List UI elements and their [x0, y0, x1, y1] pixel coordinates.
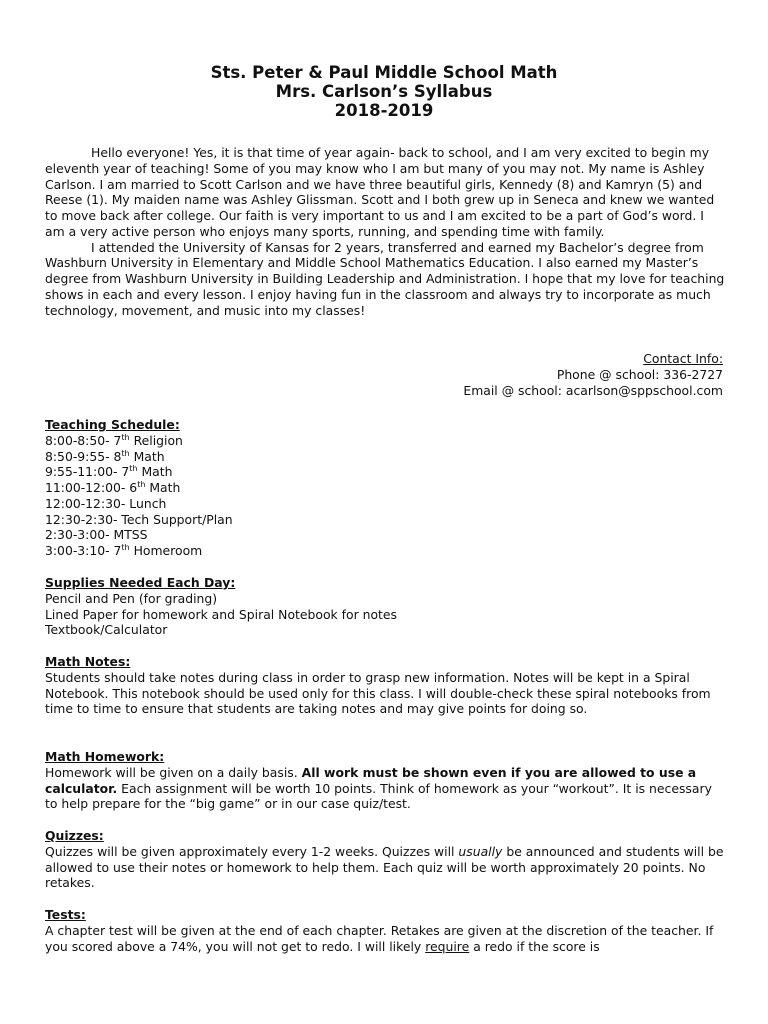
quizzes-heading: Quizzes: [45, 828, 104, 843]
contact-phone: Phone @ school: 336-2727 [556, 366, 723, 382]
quizzes-emphasis: usually [458, 843, 503, 859]
supply-item: Pencil and Pen (for grading) [45, 590, 218, 606]
intro-section [45, 145, 725, 318]
tests-heading: Tests: [45, 907, 86, 922]
homework-heading: Math Homework: [45, 749, 165, 764]
schedule-item: 8:00-8:50- 7th Religion [45, 432, 183, 448]
supplies-section [45, 575, 725, 638]
contact-info [463, 351, 723, 398]
tests-section [45, 907, 725, 954]
supply-item: Lined Paper for homework and Spiral Notebook for notes [45, 606, 397, 622]
math-notes-section [45, 654, 725, 717]
schedule-item: 12:30-2:30- Tech Support/Plan [45, 511, 233, 527]
schedule-heading: Teaching Schedule: [45, 417, 180, 432]
quizzes-section [45, 828, 725, 891]
school-year: 2018-2019 [334, 101, 434, 120]
notes-heading: Math Notes: [45, 654, 131, 669]
school-name: Sts. Peter & Paul Middle School Math [210, 63, 558, 82]
syllabus-title: Mrs. Carlson’s Syllabus [275, 82, 493, 101]
teaching-schedule [45, 417, 725, 559]
schedule-item: 11:00-12:00- 6th Math [45, 479, 181, 495]
tests-text: A chapter test will be given at the end of each chapter. Retakes are given at the discretion of the teacher. If you scored above a 74%, you will not get to redo. I will likely require a redo if the score is [45, 922, 714, 954]
contact-heading: Contact Info: [643, 351, 723, 366]
tests-emphasis: require [425, 938, 470, 954]
supplies-heading: Supplies Needed Each Day: [45, 575, 236, 590]
schedule-item: 3:00-3:10- 7th Homeroom [45, 542, 203, 558]
homework-text: Homework will be given on a daily basis. All work must be shown even if you are allowed to use a calculator. Each assignment will be worth 10 points. Think of homework as your “workout”. It is necessary to help prepare for the “big game” or in our case quiz/test. [45, 764, 712, 812]
contact-email: Email @ school: acarlson@sppschool.com [463, 382, 723, 398]
schedule-item: 12:00-12:30- Lunch [45, 495, 167, 511]
quizzes-text: Quizzes will be given approximately every 1-2 weeks. Quizzes will usually be announced and students will be allowed to use their notes or homework to help them. Each quiz will be worth approximately 20 points. No retakes. [45, 843, 724, 891]
schedule-item: 9:55-11:00- 7th Math [45, 464, 173, 480]
document-title [0, 63, 768, 120]
homework-emphasis: All work must be shown even if you are allowed to use a calculator. [45, 764, 697, 796]
math-homework-section [45, 749, 725, 812]
supply-item: Textbook/Calculator [45, 622, 168, 638]
notes-text: Students should take notes during class in order to grasp new information. Notes will be kept in a Spiral Notebook. This notebook should be used only for this class. I will double-check these spiral notebooks from time to time to ensure that students are taking notes and may give points for doing so. [45, 669, 711, 717]
intro-paragraph-1: Hello everyone! Yes, it is that time of year again- back to school, and I am very excited to begin my eleventh year of teaching! Some of you may know who I am but many of you may not. My name is Ashley Carlson. I am married to Scott Carlson and we have three beautiful girls, Kennedy (8) and Kamryn (5) and Reese (1). My maiden name was Ashley Glissman. Scott and I both grew up in Seneca and knew we wanted to move back after college. Our faith is very important to us and I am excited to be a part of God’s word. I am a very active person who enjoys many sports, running, and spending time with family. [45, 145, 715, 239]
schedule-item: 2:30-3:00- MTSS [45, 527, 148, 543]
intro-paragraph-2: I attended the University of Kansas for 2 years, transferred and earned my Bachelor’s degree from Washburn University in Elementary and Middle School Mathematics Education. I also earned my Master’s degree from Washburn University in Building Leadership and Administration. I hope that my love for teaching shows in each and every lesson. I enjoy having fun in the classroom and always try to incorporate as much technology, movement, and music into my classes! [45, 239, 725, 318]
schedule-item: 8:50-9:55- 8th Math [45, 448, 165, 464]
